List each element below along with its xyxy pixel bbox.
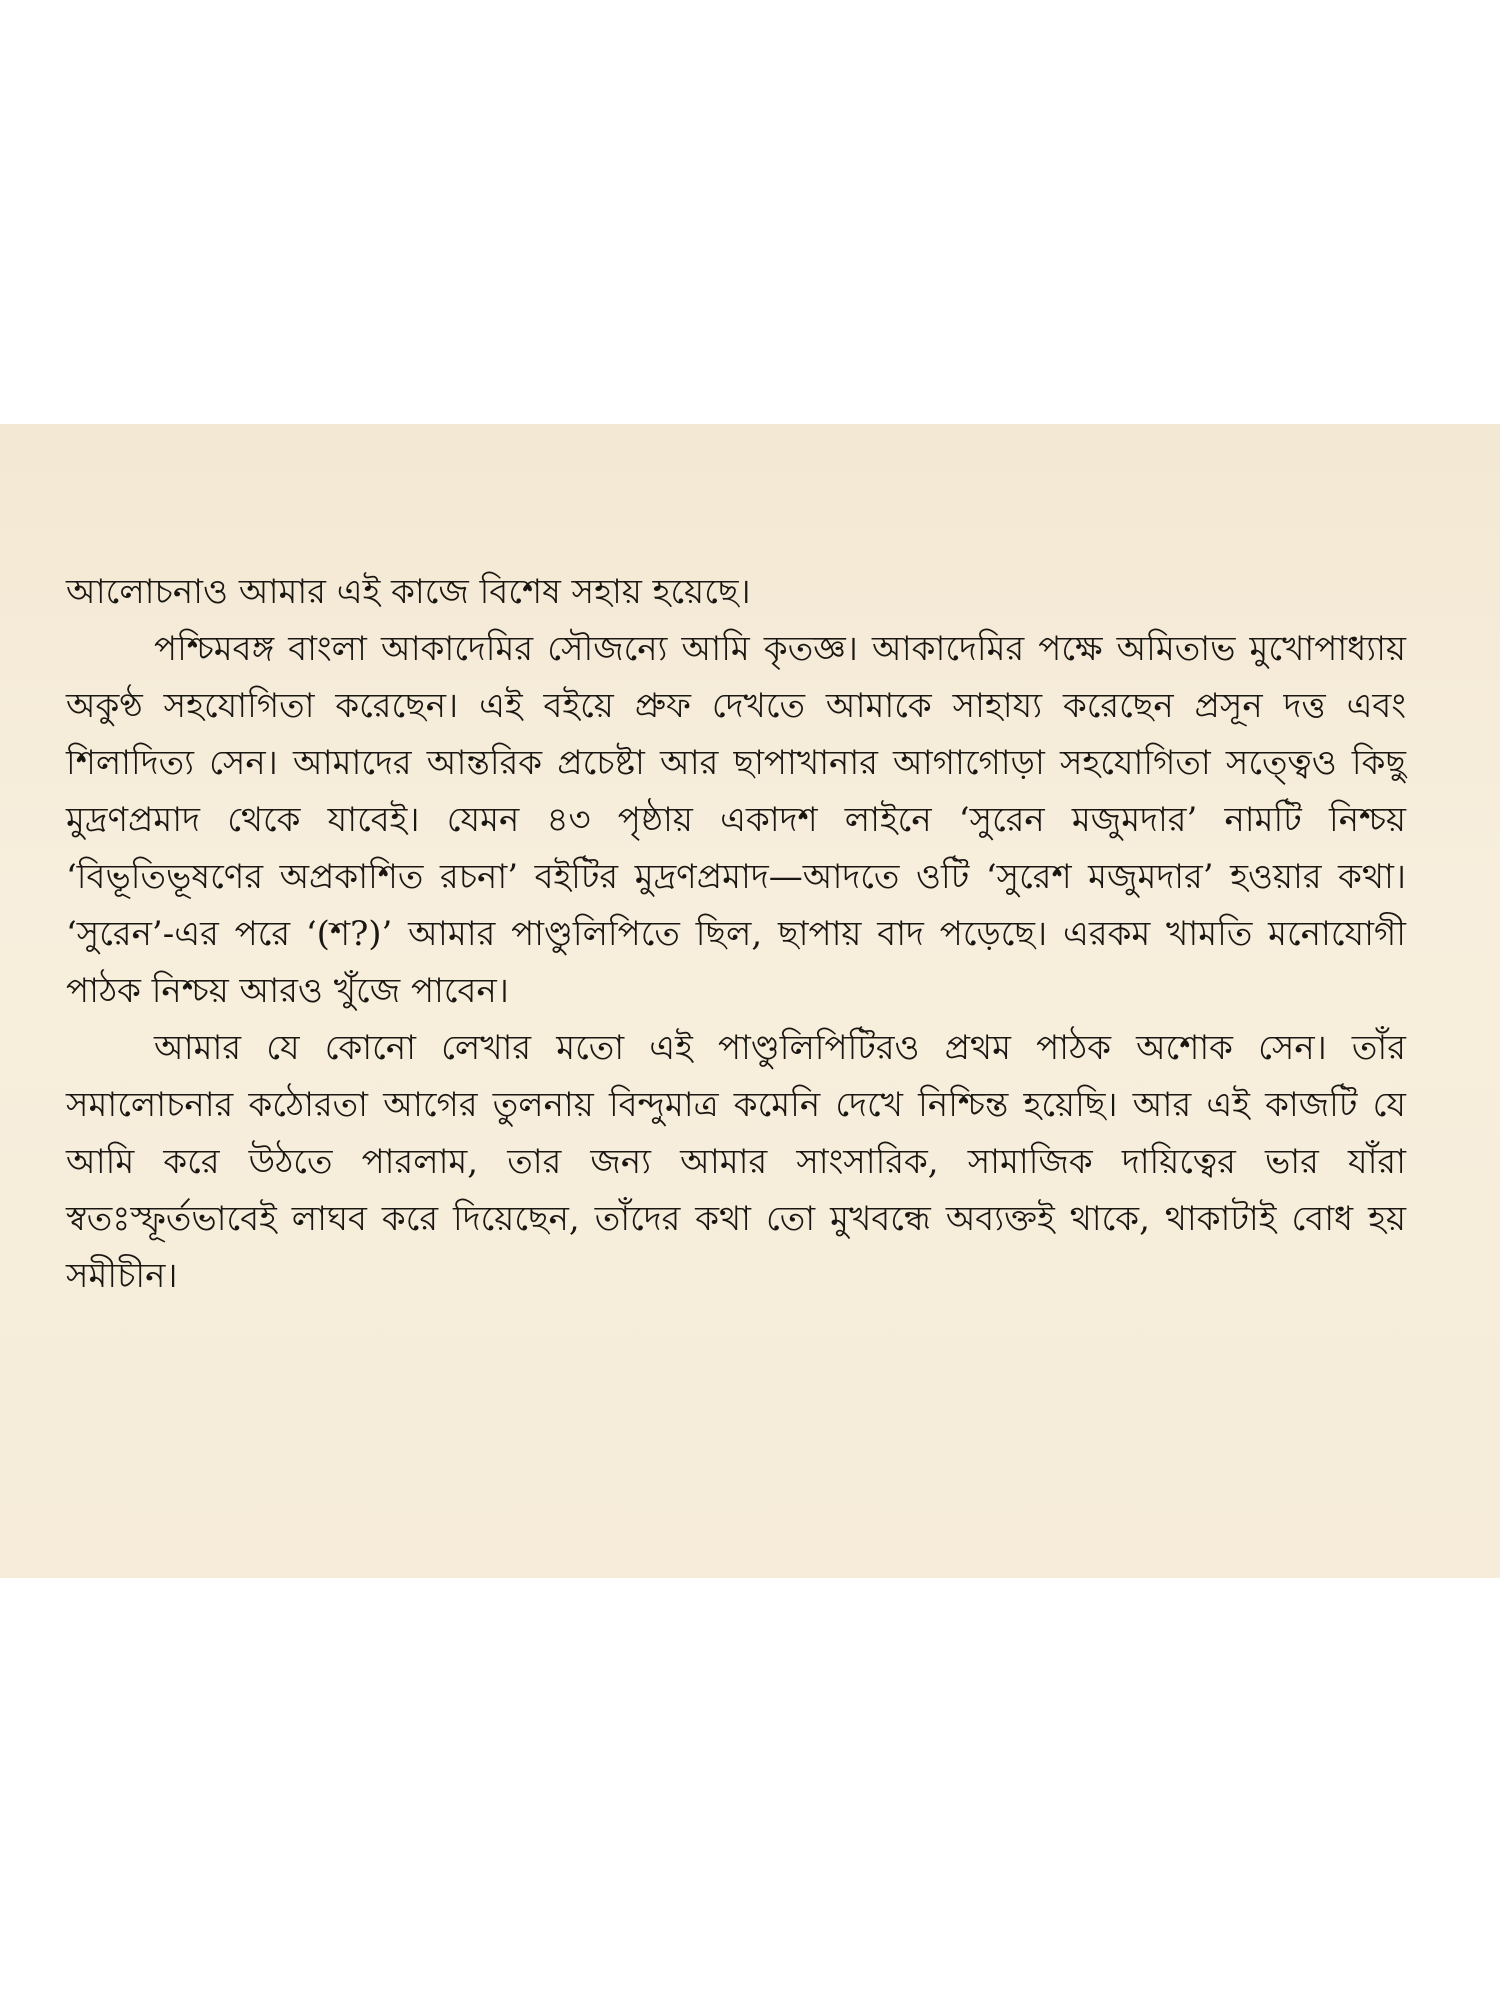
paragraph-2: পশ্চিমবঙ্গ বাংলা আকাদেমির সৌজন্যে আমি কৃতজ্ঞ। আকাদেমির পক্ষে অমিতাভ মুখোপাধ্যায় অকুণ্ঠ সহযোগিতা করেছেন। এই বইয়ে প্রুফ দেখতে আমাকে সাহায্য করেছেন প্রসূন দত্ত এবং শিলাদিত্য সেন। আমাদের আন্তরিক প্রচেষ্টা আর ছাপাখানার আগাগোড়া সহযোগিতা সত্ত্বেও কিছু মুদ্রণপ্রমাদ থেকে যাবেই। যেমন ৪৩ পৃষ্ঠায় একাদশ লাইনে ‘সুরেন মজুমদার’ নামটি নিশ্চয় ‘বিভূতিভূষণের অপ্রকাশিত রচনা’ বইটির মুদ্রণপ্রমাদ—আদতে ওটি ‘সুরেশ মজুমদার’ হওয়ার কথা। ‘সুরেন’-এর পরে ‘(শ?)’ আমার পাণ্ডুলিপিতে ছিল, ছাপায় বাদ পড়েছে। এরকম খামতি মনোযোগী পাঠক নিশ্চয় আরও খুঁজে পাবেন। bbox=[66, 629, 1406, 1011]
paragraph-3: আমার যে কোনো লেখার মতো এই পাণ্ডুলিপিটিরও প্রথম পাঠক অশোক সেন। তাঁর সমালোচনার কঠোরতা আগের তুলনায় বিন্দুমাত্র কমেনি দেখে নিশ্চিন্ত হয়েছি। আর এই কাজটি যে আমি করে উঠতে পারলাম, তার জন্য আমার সাংসারিক, সামাজিক দায়িত্বের ভার যাঁরা স্বতঃস্ফূর্তভাবেই লাঘব করে দিয়েছেন, তাঁদের কথা তো মুখবন্ধে অব্যক্তই থাকে, থাকাটাই বোধ হয় সমীচীন। bbox=[66, 1028, 1406, 1296]
scanned-page bbox=[0, 424, 1500, 1578]
paragraph-1: আলোচনাও আমার এই কাজে বিশেষ সহায় হয়েছে। bbox=[66, 572, 751, 612]
body-text bbox=[66, 564, 1406, 1305]
